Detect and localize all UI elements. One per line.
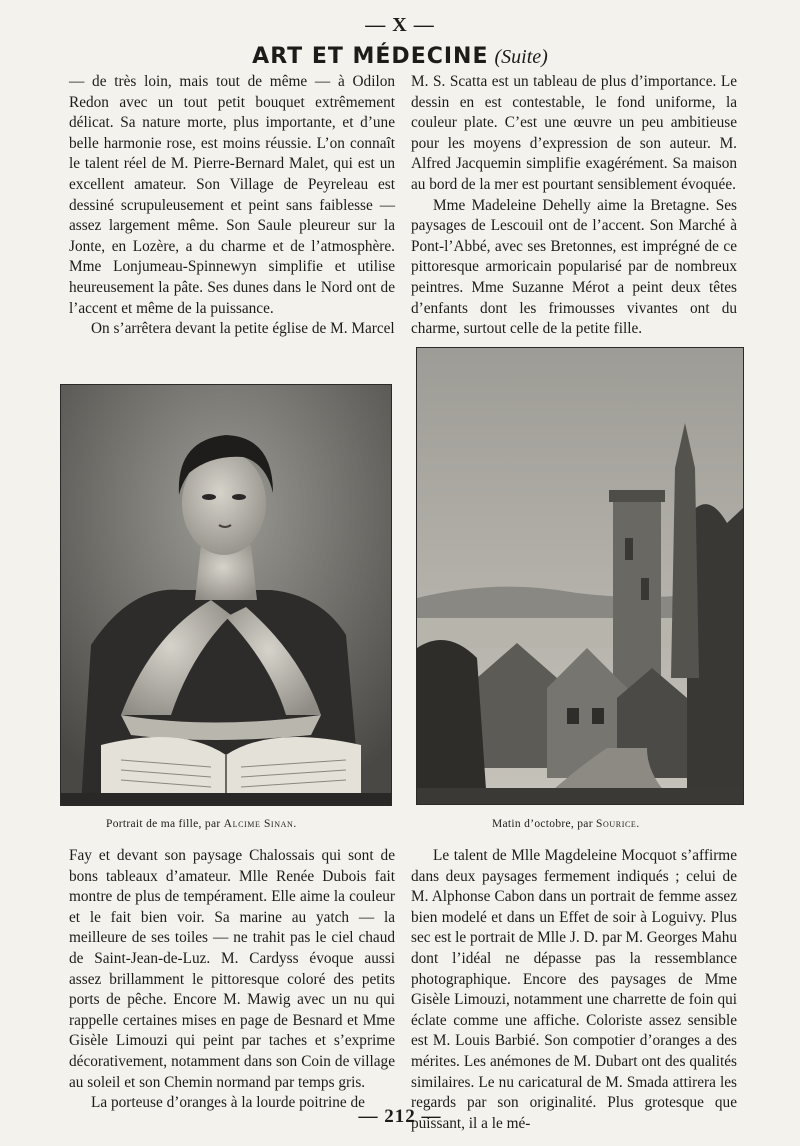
title-suffix: (Suite) bbox=[494, 46, 548, 68]
paragraph: — de très loin, mais tout de même — à Odilon Redon avec un tout petit bouquet extrêmement délicat. Sa nature morte, plus importante, et d’une belle harmonie rose, est moins réussie. L’on connaît le talent réel de M. Pierre-Bernard Malet, qui est un excellent amateur. Son Village de Peyreleau est dessiné scrupuleusement et peint sans faiblesse — assez largement même. Son Saule pleureur sur la Jonte, en Lozère, a du charme et de l’atmosphère. Mme Lonjumeau-Spinnewyn simplifie et utilise heureusement la pâte. Ses dunes dans le Nord ont de l’accent et même de la puissance. bbox=[69, 73, 395, 317]
landscape-caption bbox=[492, 818, 640, 830]
portrait-plate bbox=[60, 384, 392, 806]
article-title bbox=[0, 44, 800, 69]
article-title-text: ART ET MÉDECINE bbox=[252, 44, 489, 69]
caption-author: Alcime Sinan. bbox=[223, 818, 297, 830]
portrait-caption bbox=[106, 818, 297, 830]
caption-text: Matin d’octobre, par bbox=[492, 818, 593, 830]
paragraph: Fay et devant son paysage Chalossais qui sont de bons tableaux d’amateur. Mlle Renée Dubois fait montre de plus de tempérament. Elle aime la couleur et le fait bien voir. Sa marine au yatch — la meilleure de ses toiles — ne trahit pas le ciel chaud de Saint-Jean-de-Luz. M. Cardyss évoque aussi assez brillamment le pittoresque coloré des petits ports de pêche. Encore M. Mawig avec un nu qui rappelle certaines mises en page de Besnard et Mme Gisèle Limouzi qui peint par taches et s’exprime décorativement, notamment dans son Coin de village au soleil et son Chemin normand par temps gris. bbox=[69, 847, 395, 1091]
column-top-left bbox=[69, 72, 395, 340]
caption-text: Portrait de ma fille, par bbox=[106, 818, 221, 830]
paragraph: Mme Madeleine Dehelly aime la Bretagne. Ses paysages de Lescouil ont de l’accent. Son Marché à Pont-l’Abbé, avec ses Bretonnes, est imprégné de ce pittoresque armoricain popularisé par de nombreux peintres. Mme Suzanne Mérot a peint deux têtes d’enfants dont les frimousses vivantes ont du charme, surtout celle de la petite fille. bbox=[411, 196, 737, 338]
column-bottom-right bbox=[411, 846, 737, 1134]
caption-author: Sourice. bbox=[596, 818, 640, 830]
landscape-illustration bbox=[417, 348, 743, 804]
roman-folio: — X — bbox=[365, 14, 435, 36]
page-number: — 212 — bbox=[358, 1106, 442, 1127]
landscape-plate bbox=[416, 347, 744, 805]
column-bottom-left bbox=[69, 846, 395, 1114]
paragraph: On s’arrêtera devant la petite église de M. Marcel bbox=[91, 320, 395, 338]
column-top-right bbox=[411, 72, 737, 340]
paragraph: M. S. Scatta est un tableau de plus d’importance. Le dessin en est contestable, le fond uniforme, la couleur plate. C’est une œuvre un peu ambitieuse pour les moyens d’expression de son auteur. M. Alfred Jacquemin simplifie exagérément. Sa maison au bord de la mer est pourtant sensiblement évoquée. bbox=[411, 73, 737, 193]
paragraph: Le talent de Mlle Magdeleine Mocquot s’affirme dans deux paysages fermement indiqués ; celui de M. Alphonse Cabon dans un portrait de femme assez bien modelé et dans un Effet de soir à Loguivy. Plus sec est le portrait de Mlle J. D. par M. Georges Mahu dont l’idéal ne dépasse pas la ressemblance photographique. Encore des paysages de Mme Gisèle Limouzi, notamment une charrette de foin qui éclate comme une affiche. Coloriste assez sensible est M. Louis Barbié. Son compotier d’oranges a des mérites. Les anémones de M. Dubart ont des qualités similaires. Le nu caricatural de M. Smada attirera les regards par son originalité. Plus grotesque que puissant, il a le mé- bbox=[411, 847, 737, 1132]
paragraph: La porteuse d’oranges à la lourde poitrine de bbox=[91, 1094, 365, 1112]
portrait-illustration bbox=[61, 385, 391, 805]
